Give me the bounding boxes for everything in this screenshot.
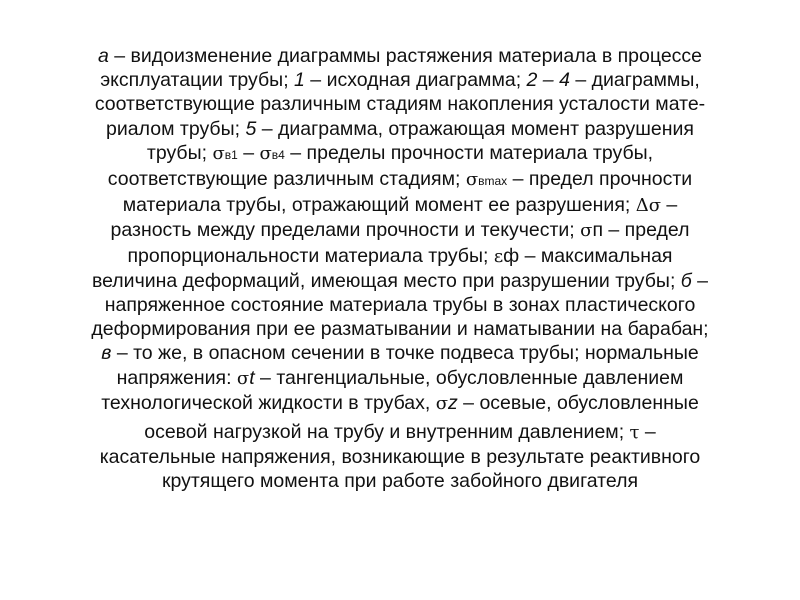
caption-text: – пределы прочности материала трубы, — [284, 141, 654, 164]
greek-symbol: ε — [493, 245, 504, 267]
caption-line — [40, 366, 760, 391]
caption-text: – то же, в опасном сечении в точке подвеса трубы; нормальные — [111, 342, 699, 365]
caption-text: величина деформаций, имеющая место при разрушении трубы; — [91, 269, 681, 292]
greek-symbol: σ — [236, 367, 250, 389]
caption-line — [40, 44, 760, 68]
caption-text: соответствующие различным стадиям; — [107, 168, 466, 191]
figure-caption — [40, 44, 760, 494]
caption-text: z — [448, 391, 458, 414]
caption-text: касательные напряжения, возникающие в результате реактивного — [99, 446, 701, 469]
caption-text: – диаграммы, — [569, 69, 700, 92]
greek-symbol: σ — [580, 220, 593, 242]
caption-text: – — [639, 421, 656, 444]
subscript-text: вmax — [478, 174, 508, 189]
caption-text: в — [101, 342, 112, 365]
caption-text: – — [661, 194, 678, 217]
caption-line — [40, 167, 760, 193]
caption-text: пропорциональности материала трубы; — [127, 244, 494, 267]
greek-symbol: Δσ — [635, 195, 662, 217]
caption-text: б — [680, 269, 692, 292]
caption-line — [40, 469, 760, 493]
caption-text: а — [97, 45, 109, 67]
caption-line — [40, 317, 760, 341]
caption-text: – — [237, 141, 260, 164]
subscript-text: в4 — [271, 147, 285, 162]
caption-line — [40, 293, 760, 317]
caption-line — [40, 218, 760, 243]
caption-text: риалом трубы; — [106, 117, 246, 140]
caption-text: эксплуатации трубы; — [100, 69, 295, 92]
caption-line — [40, 269, 760, 293]
greek-symbol: τ — [629, 422, 640, 444]
caption-text: ф – максимальная — [503, 244, 673, 267]
caption-line — [40, 341, 760, 365]
caption-text: напряжения: — [116, 366, 237, 389]
caption-text: 1 — [294, 69, 305, 92]
caption-line — [40, 445, 760, 469]
caption-text: 2 – 4 — [526, 69, 570, 92]
caption-line — [40, 391, 760, 416]
caption-text: технологической жидкости в трубах, — [101, 391, 436, 414]
caption-text: соответствующие различным стадиям накопления усталости мате- — [94, 93, 706, 116]
caption-line — [40, 420, 760, 445]
caption-text: – предел прочности — [507, 168, 693, 191]
caption-text: t — [249, 366, 255, 389]
caption-line — [40, 193, 760, 218]
caption-text: – осевые, обусловленные — [457, 391, 699, 414]
caption-text: п – предел — [592, 219, 690, 242]
caption-line — [40, 141, 760, 167]
caption-text: разность между пределами прочности и текучести; — [110, 219, 581, 242]
caption-text: трубы; — [146, 141, 213, 164]
caption-text: материала трубы, отражающий момент ее разрушения; — [122, 194, 636, 217]
greek-symbol: σ — [435, 392, 449, 414]
subscript-text: в1 — [224, 147, 238, 162]
caption-text: осевой нагрузкой на трубу и внутренним давлением; — [144, 421, 630, 444]
caption-line — [40, 117, 760, 141]
caption-line — [40, 68, 760, 92]
caption-text: крутящего момента при работе забойного двигателя — [161, 470, 639, 493]
caption-line — [40, 92, 760, 116]
caption-text: – диаграмма, отражающая момент разрушения — [256, 117, 694, 140]
caption-text: – видоизменение диаграммы растяжения материала в процессе — [108, 45, 703, 67]
greek-symbol: σ — [212, 142, 225, 164]
caption-text: – тангенциальные, обусловленные давлением — [254, 366, 684, 389]
greek-symbol: σ — [259, 142, 272, 164]
caption-text: деформирования при ее разматывании и наматывании на барабан; — [91, 318, 709, 341]
caption-line — [40, 244, 760, 269]
caption-text: – исходная диаграмма; — [304, 69, 527, 92]
caption-text: – — [691, 269, 709, 292]
caption-text: напряженное состояние материала трубы в зонах пластического — [104, 294, 696, 317]
greek-symbol: σ — [465, 169, 479, 191]
caption-text: 5 — [245, 117, 257, 140]
